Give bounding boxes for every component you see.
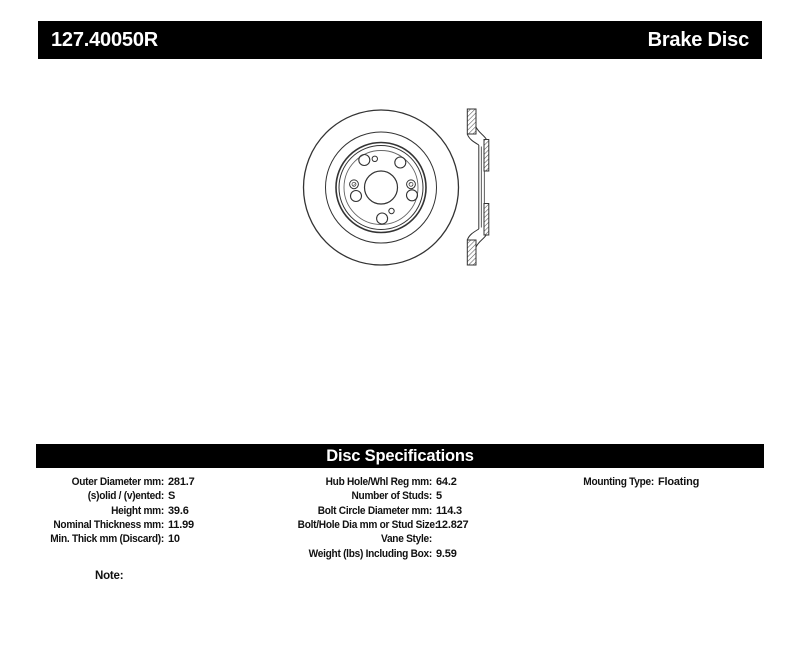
spec-value: S <box>168 490 176 503</box>
screw-holes <box>350 180 416 189</box>
spec-label: (s)olid / (v)ented: <box>87 490 164 503</box>
spec-row-nominal-thickness <box>36 518 195 532</box>
spec-row-height <box>36 504 195 518</box>
spec-label: Min. Thick mm (Discard): <box>50 533 164 546</box>
spec-value: 39.6 <box>168 504 189 517</box>
spec-value: 64.2 <box>436 476 457 488</box>
spec-label: Outer Diameter mm: <box>71 476 164 488</box>
spec-value: 11.99 <box>168 519 194 532</box>
product-name: Brake Disc <box>647 28 749 51</box>
spec-value: 5 <box>436 490 442 503</box>
spec-row-vane-style <box>286 532 468 546</box>
spec-label: Weight (lbs) Including Box: <box>308 547 432 560</box>
spec-value: Floating <box>658 476 700 488</box>
spec-column-middle <box>286 475 468 561</box>
spec-label: Hub Hole/Whl Reg mm: <box>325 476 432 488</box>
spec-value: 12.827 <box>436 519 469 532</box>
note-label: Note: <box>95 570 124 582</box>
spec-row-weight <box>286 547 468 561</box>
spec-row-bolt-circle-diameter <box>286 504 468 518</box>
spec-column-left <box>36 475 195 547</box>
spec-row-mounting-type <box>536 475 699 489</box>
spec-row-number-of-studs <box>286 489 468 503</box>
spec-label: Bolt Circle Diameter mm: <box>317 504 432 517</box>
disc-front-view <box>304 110 459 265</box>
spec-value <box>432 532 436 546</box>
spec-row-min-thick <box>36 532 195 546</box>
spec-row-solid-vented <box>36 489 195 503</box>
spec-row-outer-diameter <box>36 475 195 489</box>
spec-label: Number of Studs: <box>351 490 432 503</box>
spec-label: Bolt/Hole Dia mm or Stud Size: <box>297 519 438 532</box>
part-number: 127.40050R <box>51 28 158 51</box>
spec-label: Mounting Type: <box>583 476 654 488</box>
spec-label: Vane Style: <box>381 533 432 546</box>
spec-value: 114.3 <box>436 504 462 517</box>
spec-row-hub-hole <box>286 475 468 489</box>
spec-label: Nominal Thickness mm: <box>53 519 165 532</box>
spec-label: Height mm: <box>111 504 164 517</box>
spec-row-bolt-hole-dia <box>286 518 468 532</box>
disc-cross-section <box>467 109 489 265</box>
small-holes <box>372 156 394 214</box>
spec-value: 10 <box>168 533 180 546</box>
spec-value: 9.59 <box>436 547 457 560</box>
spec-column-right <box>536 475 699 489</box>
spec-section-title: Disc Specifications <box>36 444 764 468</box>
spec-value: 281.7 <box>168 476 195 488</box>
